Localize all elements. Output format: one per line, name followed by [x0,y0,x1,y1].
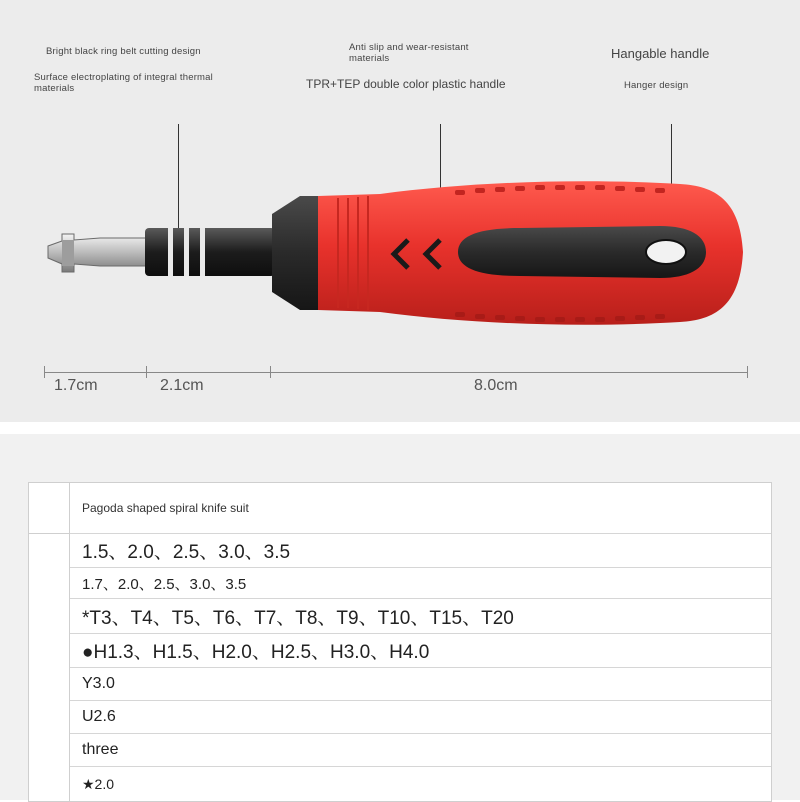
table-cell: ★2.0 [82,776,115,792]
table-row [70,700,771,733]
dimension-tick-collar [270,366,271,378]
table-row [70,598,771,633]
annotation-tpr-tep: TPR+TEP double color plastic handle [306,77,506,91]
table-cell: ●H1.3、H1.5、H2.0、H2.5、H3.0、H4.0 [82,642,430,663]
table-cell: *T3、T4、T5、T6、T7、T8、T9、T10、T15、T20 [82,607,514,629]
annotation-hanger-design: Hanger design [624,80,689,91]
specification-table [28,482,772,802]
dimension-handle-length: 8.0cm [474,377,518,394]
table-row [70,667,771,700]
table-cell: 1.7、2.0、2.5、3.0、3.5 [82,575,247,593]
ring-belt-collar [145,228,275,276]
table-header-row [70,483,771,533]
annotation-anti-slip: Anti slip and wear-resistant materials [349,42,469,64]
table-left-cell-divider [29,533,69,534]
hanger-hole-icon [646,240,686,264]
table-cell: three [82,741,119,758]
annotation-hangable-handle: Hangable handle [611,46,710,61]
dimension-tick-start [44,366,45,378]
table-cell: 1.5、2.0、2.5、3.0、3.5 [82,542,291,563]
dimension-tick-end [747,366,748,378]
dimension-line [44,372,748,373]
dimension-collar-length: 2.1cm [160,377,204,394]
table-row [70,533,771,567]
annotation-electroplating: Surface electroplating of integral thermal materials [34,72,213,94]
table-row [70,633,771,667]
table-cell: Y3.0 [82,675,115,692]
table-cell: U2.6 [82,708,116,725]
table-row [70,733,771,766]
table-header-label: Pagoda shaped spiral knife suit [82,501,249,515]
table-row [70,766,771,802]
table-row [70,567,771,598]
annotation-ring-belt: Bright black ring belt cutting design [46,46,201,57]
dimension-tick-bit [146,366,147,378]
screwdriver-bit [48,234,150,272]
dimension-bit-length: 1.7cm [54,377,98,394]
